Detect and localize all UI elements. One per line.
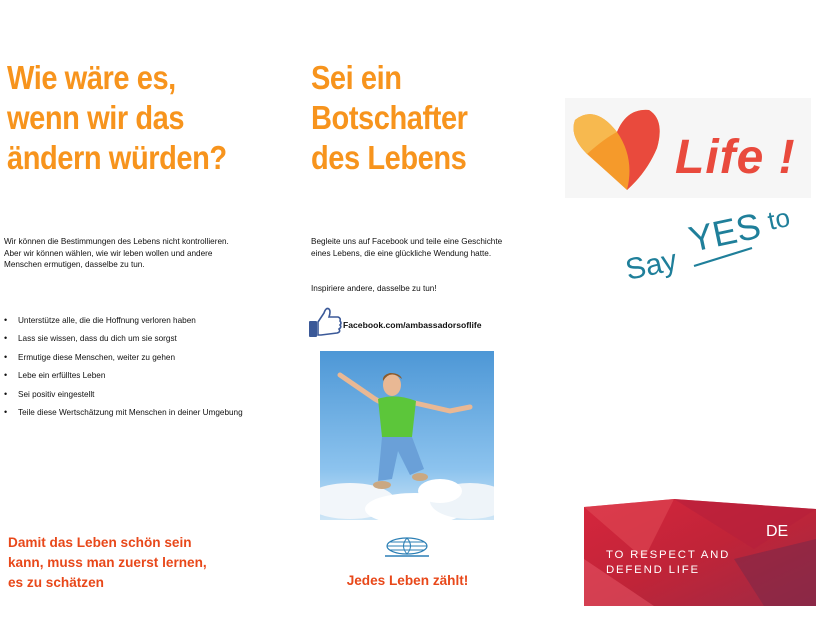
left-bullet-list [4,315,244,425]
bullet-item: • Lebe ein erfülltes Leben [4,370,244,381]
banner-line-2: DEFEND LIFE [606,564,700,576]
left-headline-line-3: ändern würden? [7,139,227,176]
heart-logo-icon [565,98,675,198]
life-logo-text: Life ! [675,131,796,184]
middle-intro-text: Begleite uns auf Facebook und teile eine Geschichte eines Lebens, die eine glückliche Wendung hatte. [311,237,503,258]
say-word: Say [622,243,681,287]
jumping-woman-photo [320,351,494,520]
facebook-row[interactable] [307,305,522,339]
bullet-item: • Sei positiv eingestellt [4,389,244,400]
right-panel [560,0,816,631]
facebook-link[interactable]: Facebook.com/ambassadorsoflife [343,320,482,330]
middle-tagline: Jedes Leben zählt! [346,573,469,588]
banner-slogan [606,548,786,578]
language-code: DE [766,523,789,540]
left-panel [0,0,280,631]
bullet-item: • Unterstütze alle, die die Hoffnung verloren haben [4,315,244,326]
middle-panel [305,0,520,631]
banner-line-1: TO RESPECT AND [606,549,731,561]
bullet-item: • Lass sie wissen, dass du dich um sie sorgst [4,333,244,344]
middle-headline [311,58,468,178]
left-tagline [8,533,248,593]
middle-headline-line-1: Sei ein [311,59,402,96]
bullet-item: • Ermutige diese Menschen, weiter zu gehen [4,352,244,363]
left-headline-line-1: Wie wäre es, [7,59,176,96]
middle-headline-line-3: des Lebens [311,139,467,176]
globe-logo-icon [380,535,434,559]
middle-headline-line-2: Botschafter [311,99,468,136]
left-intro-text: Wir können die Bestimmungen des Lebens nicht kontrollieren. Aber wir können wählen, wie wir leben wollen und andere Menschen ermutigen, dasselbe zu tun. [4,237,229,270]
left-headline [7,58,227,178]
thumbs-up-icon [307,305,343,339]
left-tagline-line-3: es zu schätzen [8,575,104,590]
left-tagline-line-2: kann, muss man zuerst lernen, [8,555,207,570]
left-tagline-line-1: Damit das Leben schön sein [8,535,192,550]
to-word: to [765,202,793,236]
bullet-item: • Teile diese Wertschätzung mit Menschen in deiner Umgebung [4,407,244,418]
say-yes-to-handwriting [620,190,816,300]
yes-word: YES [685,204,765,260]
middle-inspire-text: Inspiriere andere, dasselbe zu tun! [311,284,437,293]
left-headline-line-2: wenn wir das [7,99,185,136]
